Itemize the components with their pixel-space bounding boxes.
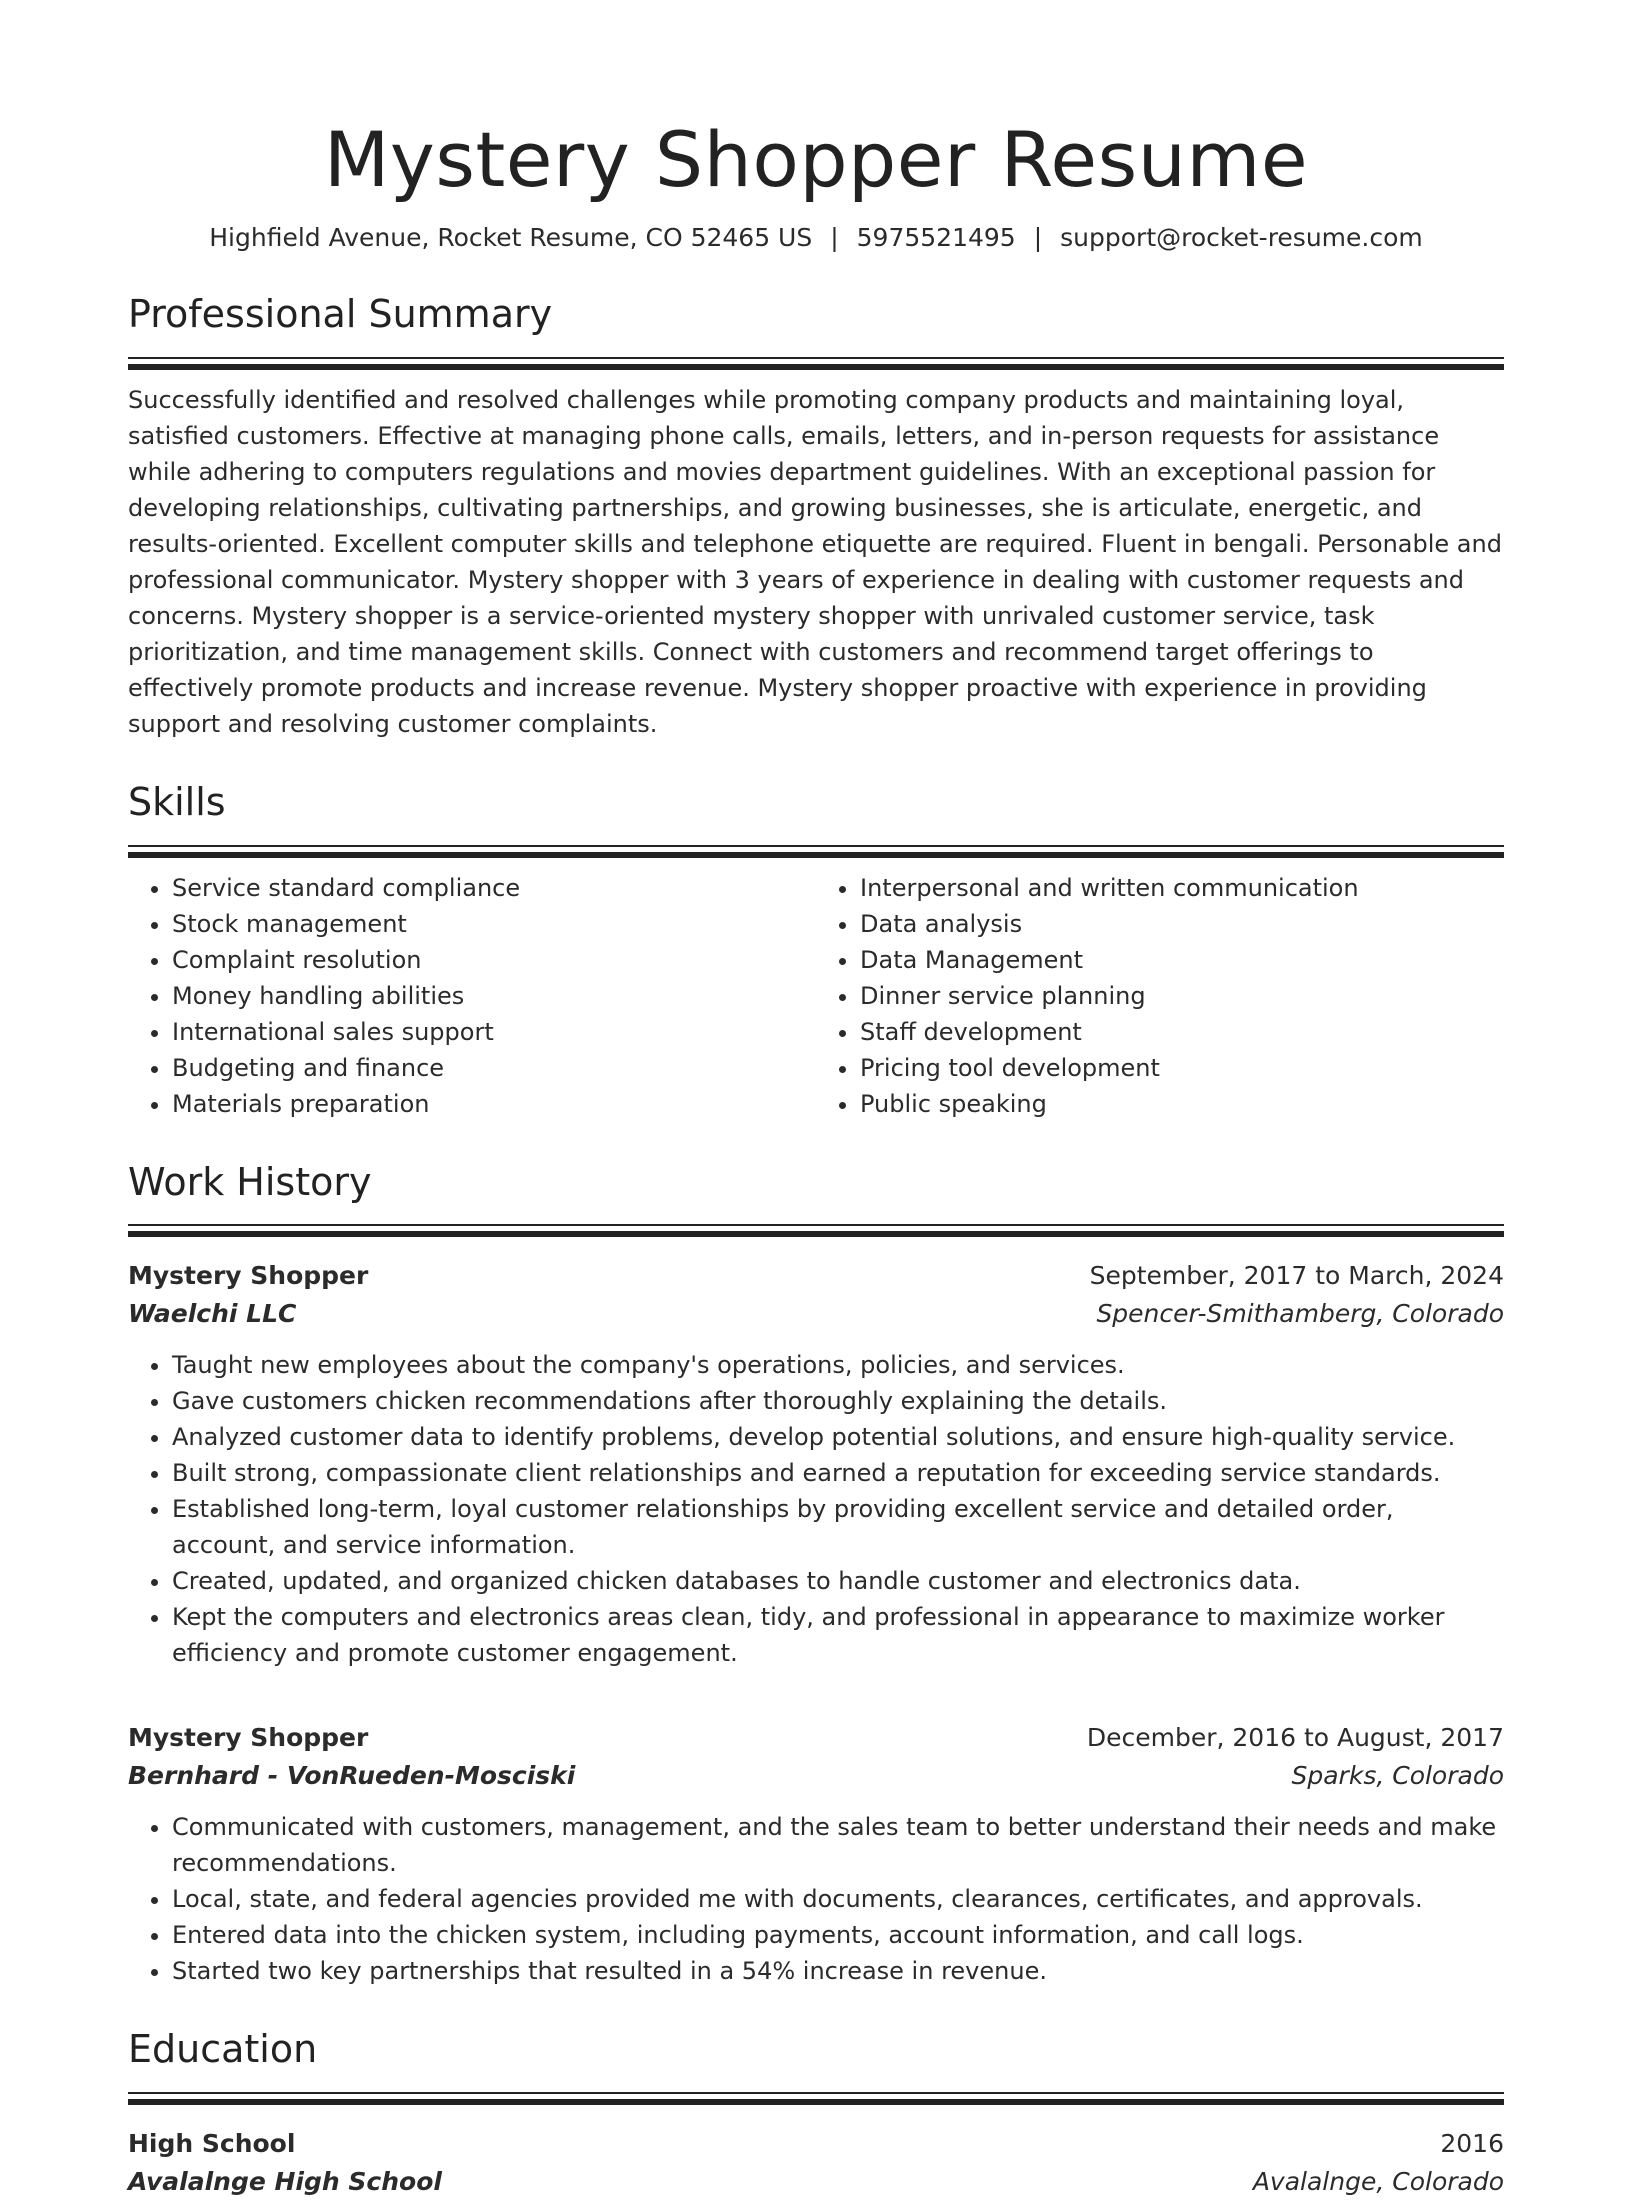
job-location: Spencer-Smithamberg, Colorado [1096,1299,1504,1329]
job-company: Bernhard - VonRueden-Mosciski [128,1761,576,1791]
section-divider [128,2092,1504,2094]
section-divider [128,364,1504,370]
section-title-work: Work History [128,1159,372,1204]
contact-email: support@rocket-resume.com [1060,222,1423,252]
job-bullet: • Taught new employees about the company's operations, policies, and services. [172,1347,1504,1383]
education-section [128,2029,1504,2201]
job-entry [128,1719,1504,1989]
skill-item: • Dinner service planning [860,978,1504,1014]
job-dates: December, 2016 to August, 2017 [1086,1723,1504,1753]
job-bullet: • Kept the computers and electronics areas clean, tidy, and professional in appearance to maximize worker efficiency and promote customer engagement. [172,1599,1504,1671]
job-bullet: • Built strong, compassionate client relationships and earned a reputation for exceeding service standards. [172,1455,1504,1491]
skill-item: • Service standard compliance [172,870,816,906]
summary-text: Successfully identified and resolved challenges while promoting company products and maintaining loyal, satisfied customers. Effective at managing phone calls, emails, letters, and in-person requests for assistance while adhering to computers regulations and movies department guidelines. With an exceptional passion for developing relationships, cultivating partnerships, and growing businesses, she is articulate, energetic, and results-oriented. Excellent computer skills and telephone etiquette are required. Fluent in bengali. Personable and professional communicator. Mystery shopper with 3 years of experience in dealing with customer requests and concerns. Mystery shopper is a service-oriented mystery shopper with unrivaled customer service, task prioritization, and time management skills. Connect with customers and recommend target offerings to effectively promote products and increase revenue. Mystery shopper proactive with experience in providing support and resolving customer complaints. [128,385,1502,738]
education-location: Avalalnge, Colorado [1252,2167,1504,2197]
skill-item: • Interpersonal and written communication [860,870,1504,906]
skills-list-left [128,870,816,1122]
skills-columns [128,870,1504,1122]
job-bullets [128,1809,1504,1989]
contact-line [128,222,1504,255]
section-title-summary: Professional Summary [128,292,553,337]
job-bullet: • Entered data into the chicken system, including payments, account information, and call logs. [172,1917,1504,1953]
section-divider [128,852,1504,858]
education-year: 2016 [1440,2129,1504,2159]
education-entry [128,2125,1504,2201]
skill-item: • Staff development [860,1014,1504,1050]
skill-item: • Complaint resolution [172,942,816,978]
job-bullet: • Local, state, and federal agencies provided me with documents, clearances, certificates, and approvals. [172,1881,1504,1917]
skill-item: • Data Management [860,942,1504,978]
skill-item: • Pricing tool development [860,1050,1504,1086]
education-header-row [128,2125,1504,2163]
job-bullet: • Analyzed customer data to identify problems, develop potential solutions, and ensure high-quality service. [172,1419,1504,1455]
skill-item: • Money handling abilities [172,978,816,1014]
skill-item: • Data analysis [860,906,1504,942]
job-dates: September, 2017 to March, 2024 [1089,1261,1504,1291]
resume-title: Mystery Shopper Resume [323,115,1309,204]
job-bullet: • Communicated with customers, management, and the sales team to better understand their needs and make recommendations. [172,1809,1504,1881]
contact-phone: 5975521495 [856,222,1016,252]
job-location: Sparks, Colorado [1291,1761,1504,1791]
job-company: Waelchi LLC [128,1299,297,1329]
education-school-row [128,2163,1504,2201]
education-degree: High School [128,2129,296,2159]
skills-section [128,779,1504,1122]
skill-item: • Public speaking [860,1086,1504,1122]
section-title-skills: Skills [128,779,226,824]
job-header-row [128,1719,1504,1757]
job-bullet: • Established long-term, loyal customer relationships by providing excellent service and detailed order, account, and service information. [172,1491,1504,1563]
section-divider [128,1224,1504,1226]
section-divider [128,845,1504,847]
skill-item: • International sales support [172,1014,816,1050]
job-company-row [128,1295,1504,1333]
contact-separator: | [1033,222,1043,252]
job-bullets [128,1347,1504,1671]
summary-section [128,294,1504,742]
education-school: Avalalnge High School [128,2167,442,2197]
job-company-row [128,1757,1504,1795]
job-header-row [128,1257,1504,1295]
job-title: Mystery Shopper [128,1261,369,1291]
skill-item: • Budgeting and finance [172,1050,816,1086]
skill-item: • Stock management [172,906,816,942]
job-bullet: • Created, updated, and organized chicken databases to handle customer and electronics data. [172,1563,1504,1599]
section-title-education: Education [128,2027,318,2072]
skill-item: • Materials preparation [172,1086,816,1122]
section-divider [128,357,1504,359]
skills-list-right [816,870,1504,1122]
section-divider [128,1231,1504,1237]
contact-separator: | [830,222,839,252]
job-entry [128,1257,1504,1671]
job-bullet: • Gave customers chicken recommendations after thoroughly explaining the details. [172,1383,1504,1419]
section-divider [128,2099,1504,2105]
work-history-section [128,1159,1504,1990]
job-title: Mystery Shopper [128,1723,369,1753]
contact-address: Highfield Avenue, Rocket Resume, CO 52465 US [209,222,813,252]
job-bullet: • Started two key partnerships that resulted in a 54% increase in revenue. [172,1953,1504,1989]
